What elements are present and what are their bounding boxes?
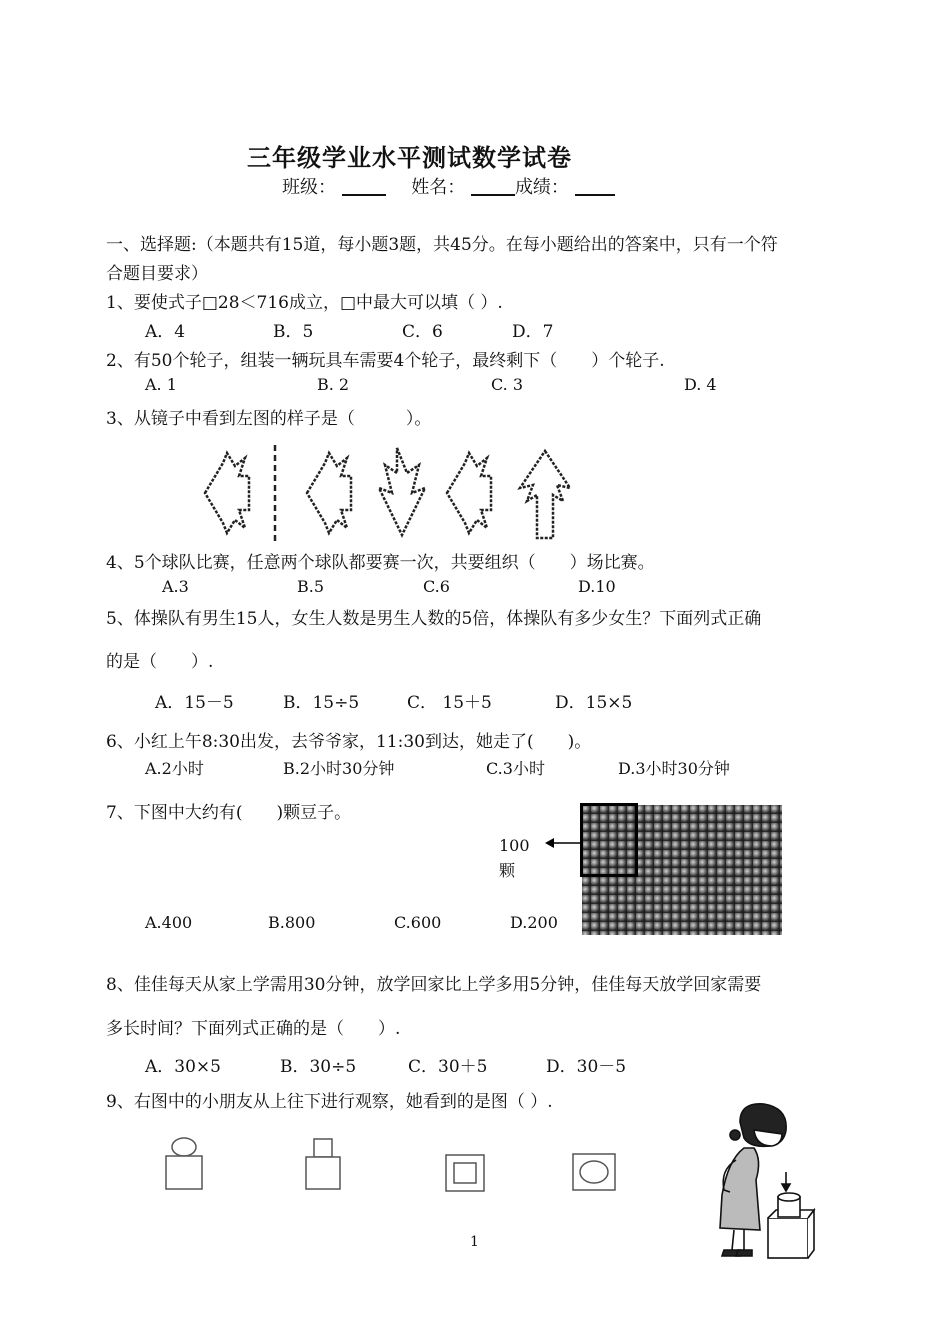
q4-option-b: B.5 [297,577,325,596]
q5-option-b: B．15÷5 [283,693,360,713]
q1-text: 1、要使式子□28＜716成立，□中最大可以填（ ）. [106,293,503,313]
q6-option-c: C.3小时 [486,759,545,778]
q7-option-b: B.800 [268,913,316,932]
q7-label-grain: 颗 [499,861,516,880]
q4-option-d: D.10 [578,577,616,596]
q7-option-a: A.400 [145,913,193,932]
choice-shape-4 [520,451,570,538]
section1-heading-line2: 合题目要求） [106,264,208,284]
q8-option-b: B．30÷5 [280,1057,357,1077]
girl-looking-down-figure [710,1100,820,1265]
q6-option-a: A.2小时 [145,759,204,778]
q9-figure-1 [166,1138,202,1189]
original-shape [205,453,249,533]
q6-text: 6、小红上午8:30出发，去爷爷家，11:30到达，她走了( )。 [106,732,592,752]
q8-option-a: A．30×5 [145,1057,221,1077]
q8-line1: 8、佳佳每天从家上学需用30分钟，放学回家比上学多用5分钟，佳佳每天放学回家需要 [106,975,762,995]
q5-line1: 5、体操队有男生15人，女生人数是男生人数的5倍，体操队有多少女生？下面列式正确 [106,609,762,629]
q6-option-d: D.3小时30分钟 [618,759,730,778]
q9-text: 9、右图中的小朋友从上往下进行观察，她看到的是图（ ）. [106,1092,553,1112]
q9-option-figures [160,1130,620,1195]
q1-option-b: B．5 [273,322,314,342]
q4-text: 4、5个球队比赛，任意两个球队都要赛一次，共要组织（ ）场比赛。 [106,553,655,573]
q1-option-a: A．4 [145,322,186,342]
q5-option-d: D．15×5 [555,693,633,713]
q9-figure-4 [573,1154,615,1190]
q7-text: 7、下图中大约有( )颗豆子。 [106,803,352,823]
q6-option-b: B.2小时30分钟 [283,759,395,778]
choice-shape-1 [307,453,351,533]
q2-text: 2、有50个轮子，组装一辆玩具车需要4个轮子，最终剩下（ ）个轮子. [106,351,665,371]
q5-line2: 的是（ ）. [106,652,214,672]
beans-highlight-box [580,803,638,877]
q7-label-100: 100 [499,836,530,855]
student-info [282,173,615,199]
q4-option-a: A.3 [162,577,189,596]
q8-option-d: D．30－5 [546,1057,627,1077]
q7-option-d: D.200 [510,913,558,932]
q1-option-c: C．6 [402,322,443,342]
choice-shape-3 [447,453,491,533]
q3-text: 3、从镜子中看到左图的样子是（ ）。 [106,409,432,429]
choice-shape-2 [379,448,425,535]
page-number: 1 [470,1234,479,1250]
q8-option-c: C．30＋5 [408,1057,488,1077]
q2-option-c: C. 3 [491,375,524,394]
mirror-shapes-figure [195,443,595,543]
score-blank [575,176,615,196]
page-title: 三年级学业水平测试数学试卷 [247,143,572,172]
q2-option-b: B. 2 [317,375,350,394]
q9-figure-3 [446,1155,484,1191]
q5-option-c: C． 15＋5 [407,693,492,713]
score-label: 成绩： [514,177,569,198]
q7-option-c: C.600 [394,913,442,932]
q9-figure-2 [306,1139,340,1189]
class-label: 班级： [282,177,336,198]
name-blank [471,176,515,196]
section1-heading-line1: 一、选择题:（本题共有15道，每小题3题，共45分。在每小题给出的答案中，只有一个符 [106,235,778,255]
name-label: 姓名： [411,177,466,198]
q5-option-a: A．15－5 [155,693,234,713]
class-blank [342,176,386,196]
q2-option-d: D. 4 [684,375,717,394]
arrow-left-icon [545,836,581,850]
q8-line2: 多长时间？下面列式正确的是（ ）. [106,1019,401,1039]
q1-option-d: D．7 [512,322,554,342]
q2-option-a: A. 1 [145,375,177,394]
q4-option-c: C.6 [423,577,450,596]
